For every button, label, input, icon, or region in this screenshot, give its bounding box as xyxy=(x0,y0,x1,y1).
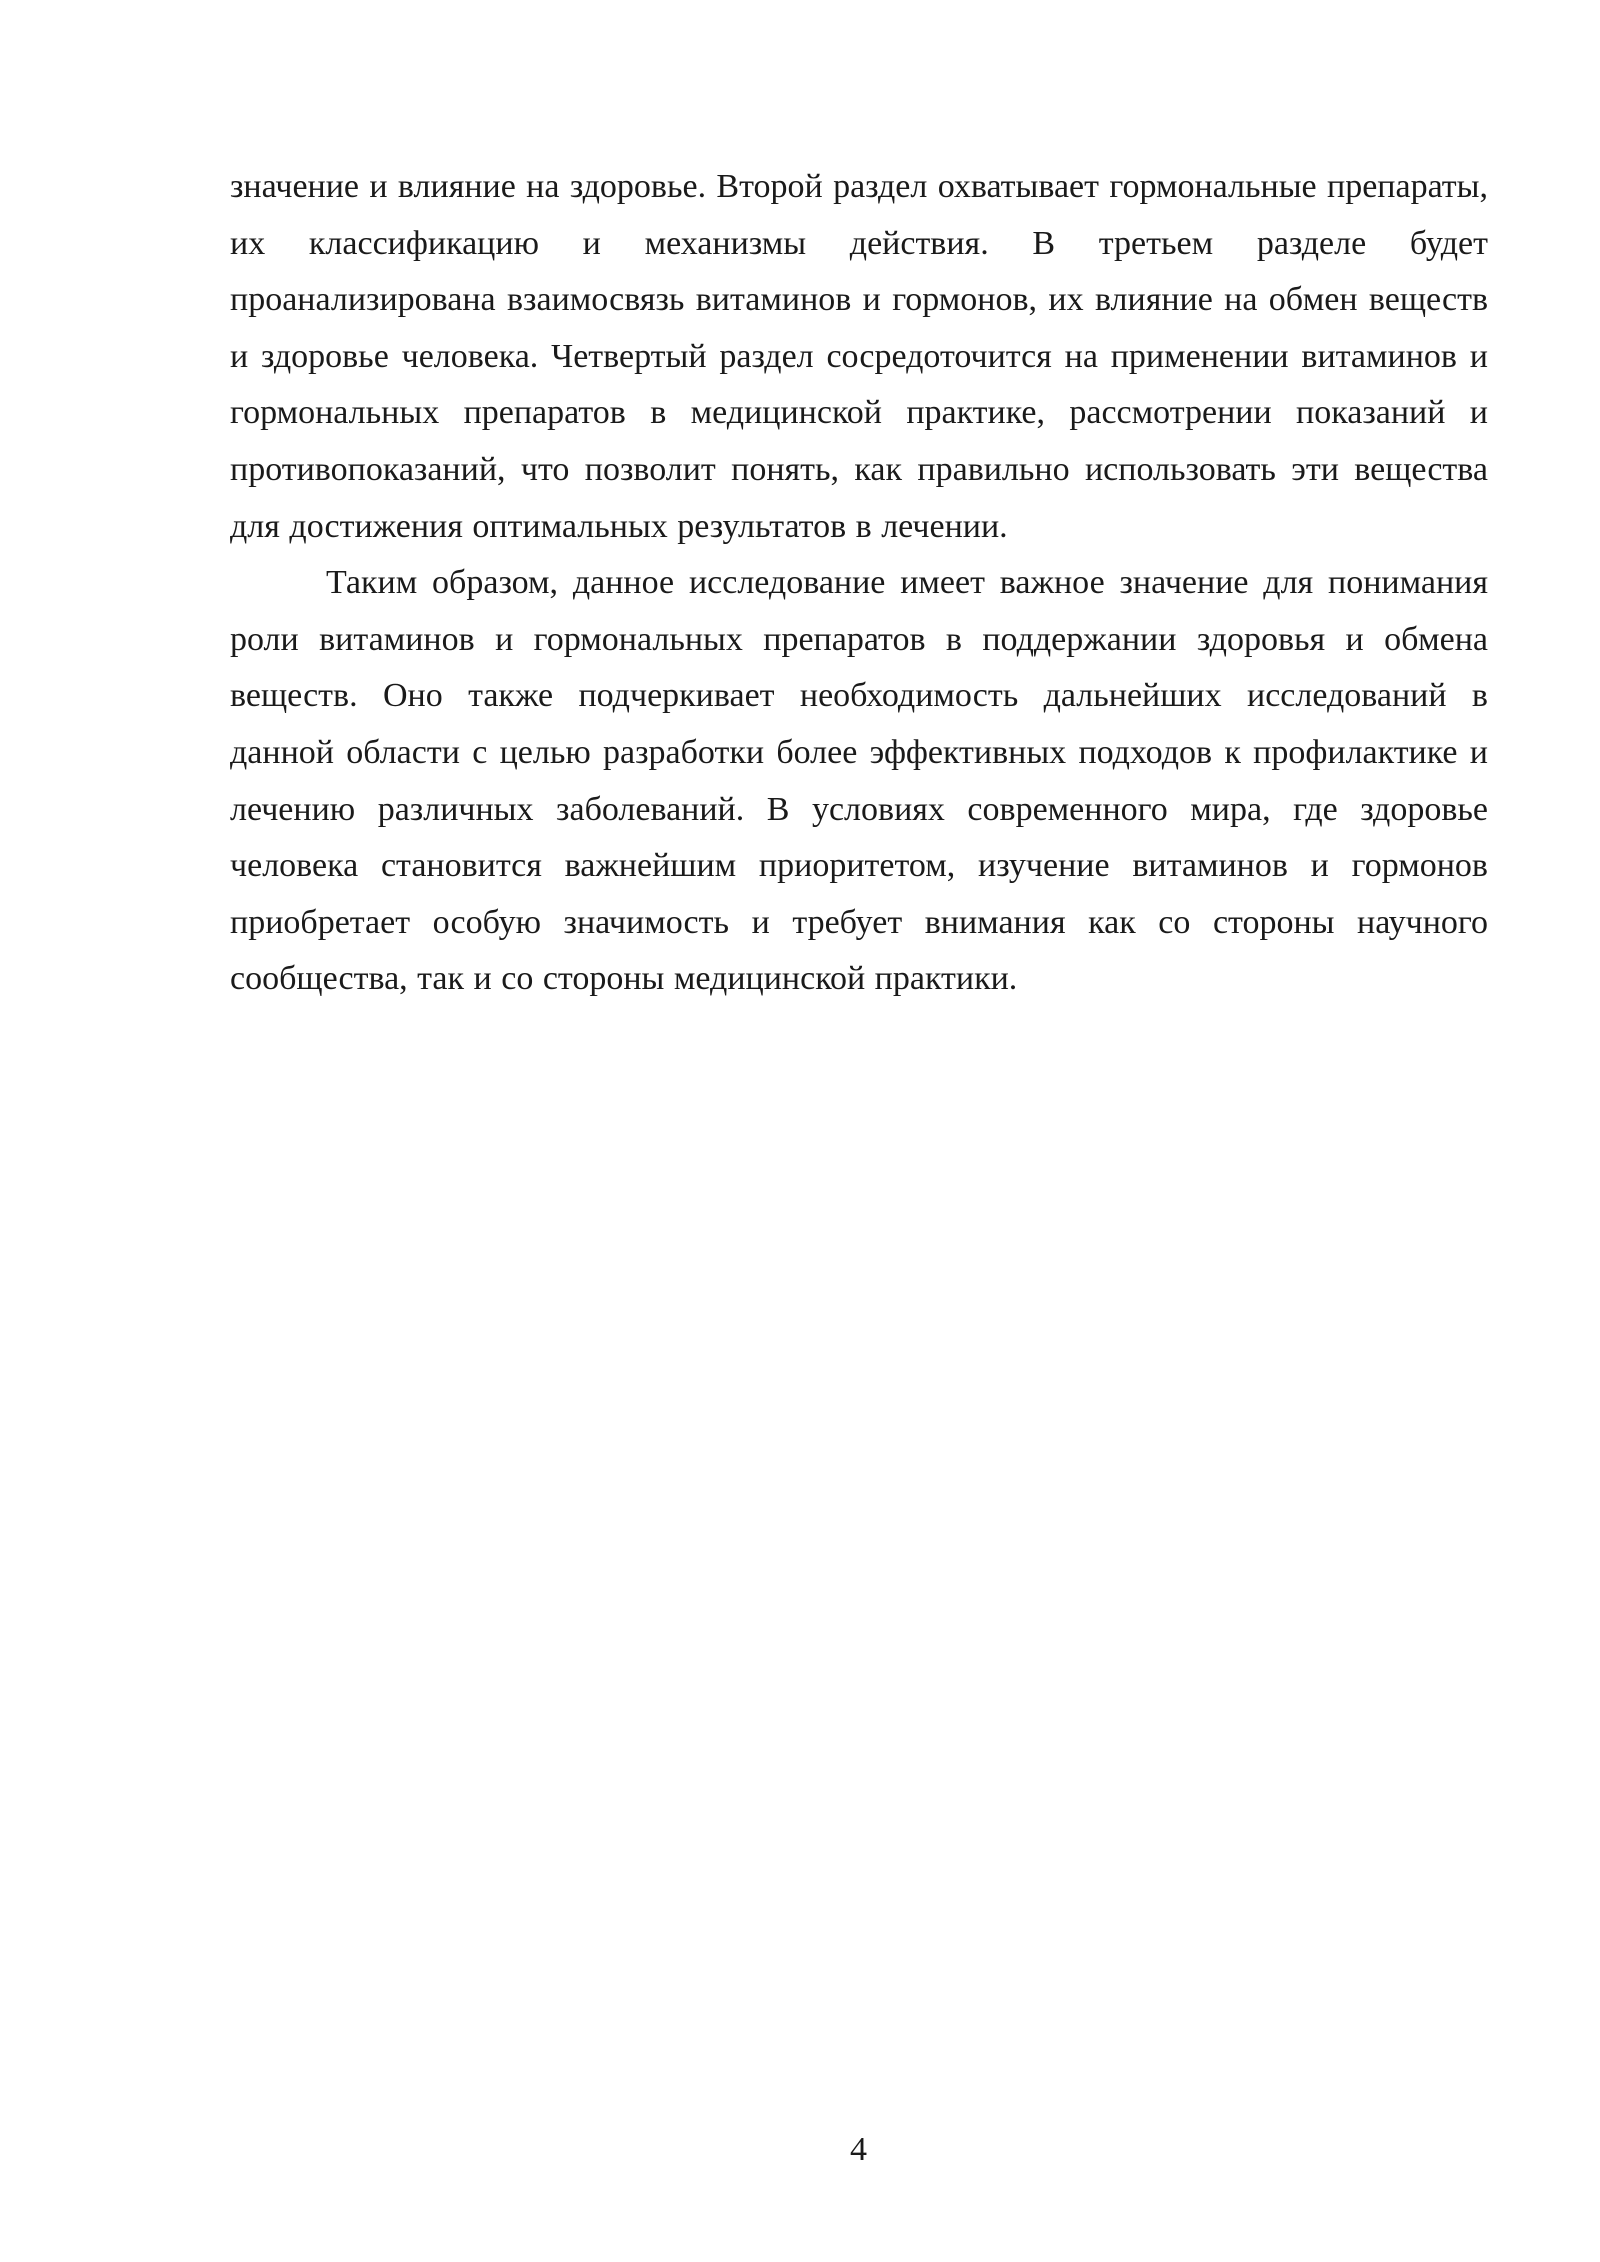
page-number: 4 xyxy=(850,2131,867,2168)
body-text xyxy=(230,159,1488,1008)
paragraph-continuation: значение и влияние на здоровье. Второй раздел охватывает гормональные препараты, их классификацию и механизмы действия. В третьем разделе будет проанализирована взаимосвязь витаминов и гормонов, их влияние на обмен веществ и здоровье человека. Четвертый раздел сосредоточится на применении витаминов и гормональных препаратов в медицинской практике, рассмотрении показаний и противопоказаний, что позволит понять, как правильно использовать эти вещества для достижения оптимальных результатов в лечении. xyxy=(230,168,1488,545)
paragraph-conclusion: Таким образом, данное исследование имеет важное значение для понимания роли витаминов и гормональных препаратов в поддержании здоровья и обмена веществ. Оно также подчеркивает необходимость дальнейших исследований в данной области с целью разработки более эффективных подходов к профилактике и лечению различных заболеваний. В условиях современного мира, где здоровье человека становится важнейшим приоритетом, изучение витаминов и гормонов приобретает особую значимость и требует внимания как со стороны научного сообщества, так и со стороны медицинской практики. xyxy=(230,564,1488,998)
